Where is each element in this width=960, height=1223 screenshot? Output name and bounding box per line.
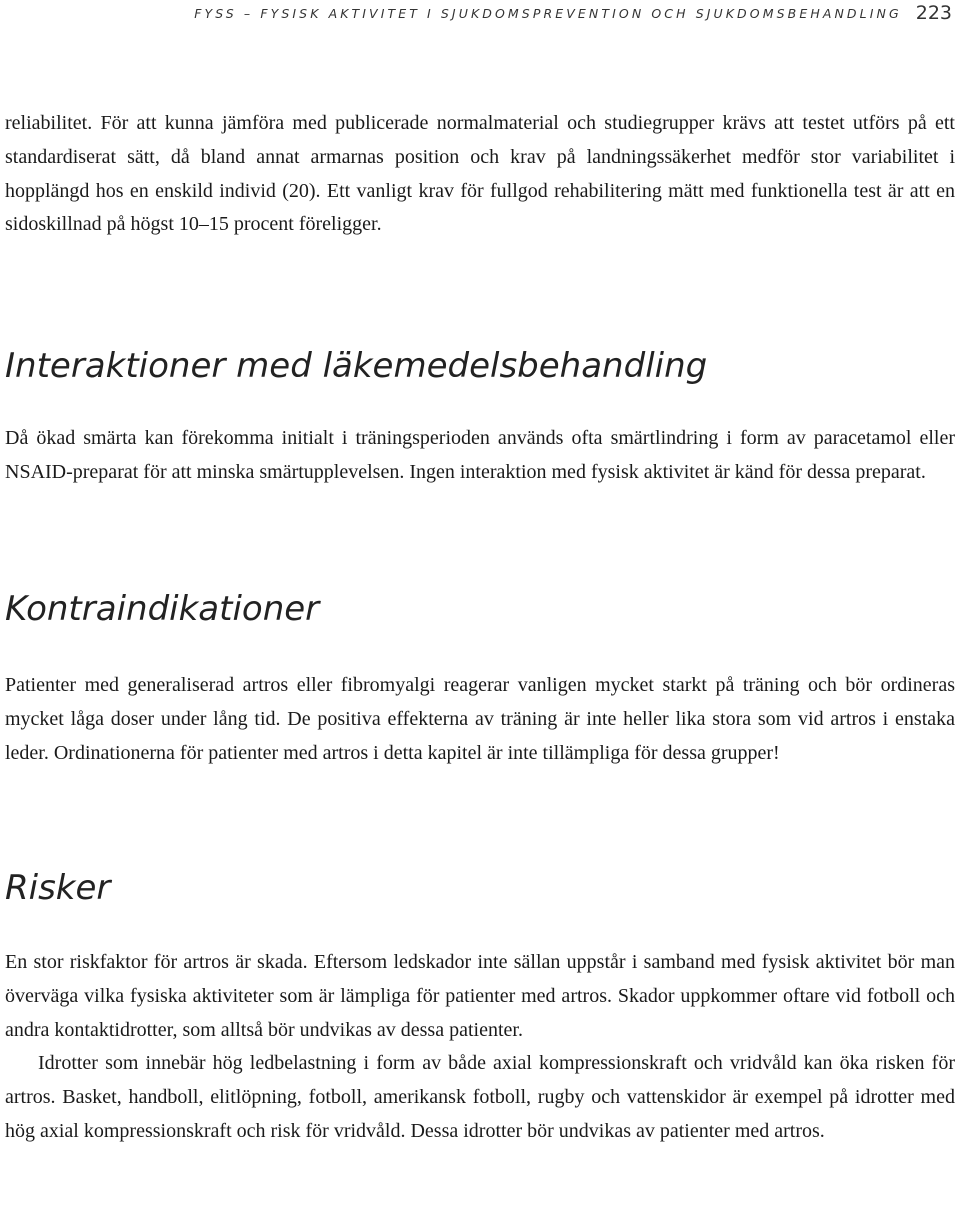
interaktioner-paragraph: Då ökad smärta kan förekomma initialt i träningsperioden används ofta smärtlindring i form av paracetamol eller NSAID-preparat för att minska smärtupplevelsen. Ingen interaktion med fysisk aktivitet är känd för dessa preparat.	[5, 427, 955, 483]
heading-risker: Risker	[5, 868, 111, 908]
running-head-title: FYSS – FYSISK AKTIVITET I SJUKDOMSPREVENTION OCH SJUKDOMSBEHANDLING	[194, 5, 902, 21]
page-number: 223	[915, 2, 952, 24]
intro-section	[5, 107, 955, 242]
intro-paragraph: reliabilitet. För att kunna jämföra med publicerade normalmaterial och studiegrupper krävs att testet utförs på ett standardiserat sätt, då bland annat armarnas position och krav på landningssäkerhet medför stor variabilitet i hopplängd hos en enskild individ (20). Ett vanligt krav för fullgod rehabilitering mätt med funktionella test är att en sidoskillnad på högst 10–15 procent föreligger.	[5, 112, 955, 236]
kontraindikationer-paragraph: Patienter med generaliserad artros eller fibromyalgi reagerar vanligen mycket starkt på träning och bör ordineras mycket låga doser under lång tid. De positiva effekterna av träning är inte heller lika stora som vid artros i enstaka leder. Ordinationerna för patienter med artros i detta kapitel är inte tillämpliga för dessa grupper!	[5, 674, 955, 764]
risker-paragraph-2: Idrotter som innebär hög ledbelastning i form av både axial kompressionskraft och vridvåld kan öka risken för artros. Basket, handboll, elitlöpning, fotboll, amerikansk fotboll, rugby och vattenskidor är exempel på idrotter med hög axial kompressionskraft och risk för vridvåld. Dessa idrotter bör undvikas av patienter med artros.	[5, 1052, 955, 1142]
risker-paragraph-1: En stor riskfaktor för artros är skada. Eftersom ledskador inte sällan uppstår i samband med fysisk aktivitet bör man överväga vilka fysiska aktiviteter som är lämpliga för patienter med artros. Skador uppkommer oftare vid fotboll och andra kontaktidrotter, som alltså bör undvikas av dessa patienter.	[5, 951, 955, 1041]
heading-interaktioner: Interaktioner med läkemedelsbehandling	[5, 346, 708, 386]
heading-kontraindikationer: Kontraindikationer	[5, 589, 320, 629]
running-head	[194, 0, 952, 26]
interaktioner-section	[5, 422, 955, 490]
risker-section	[5, 946, 955, 1149]
kontraindikationer-section	[5, 669, 955, 770]
